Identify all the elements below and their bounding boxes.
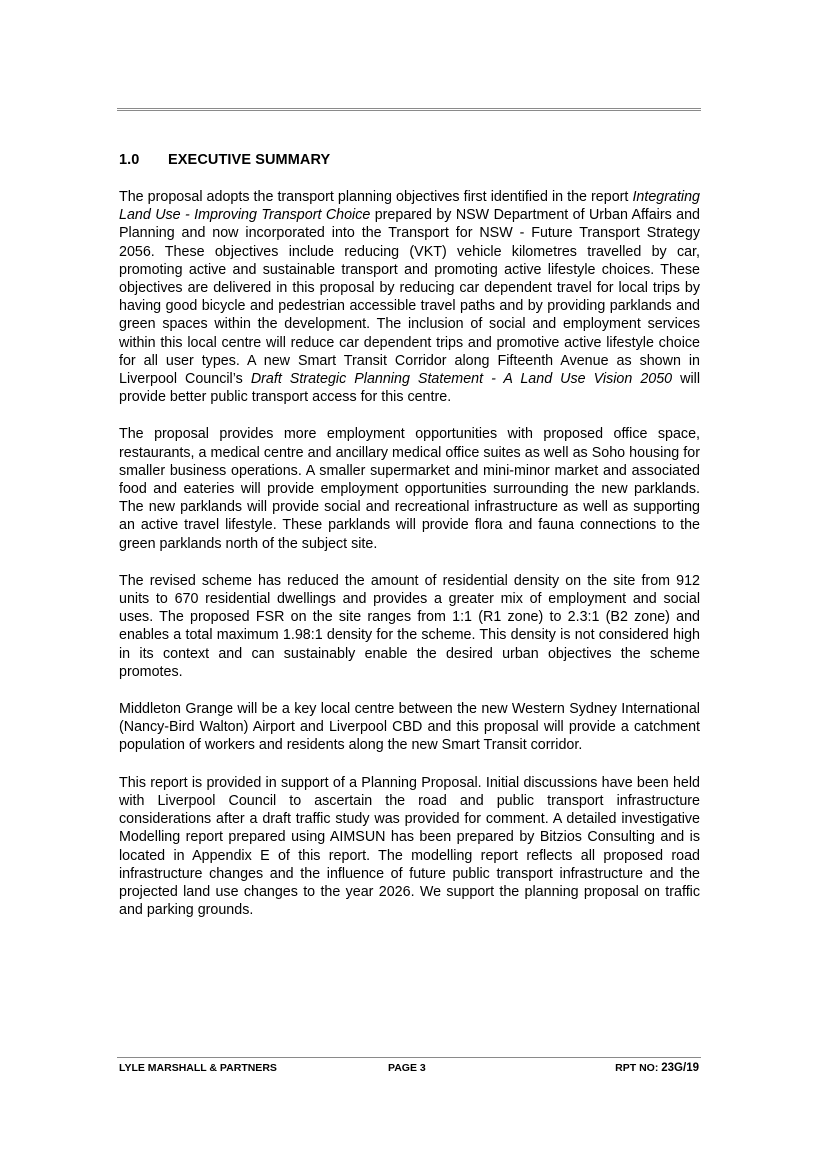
paragraph-2: The proposal provides more employment opportunities with proposed office space, restaurants, a medical centre and ancillary medical office suites as well as Soho housing for smaller business operations. A smaller supermarket and mini-minor market and associated food and eateries will provide employment opportunities surrounding the new parklands. The new parklands will provide social and recreational infrastructure as well as supporting an active travel lifestyle. These parklands will provide flora and fauna connections to the green parklands north of the subject site. xyxy=(119,426,700,552)
footer-rule xyxy=(117,1057,701,1058)
paragraph-1: The proposal adopts the transport planning objectives first identified in the report Integrating Land Use - Improving Transport Choice prepared by NSW Department of Urban Affairs and Planning and now incorporated into the Transport for NSW - Future Transport Strategy 2056. These objectives include reducing (VKT) vehicle kilometres travelled by car, promoting active and sustainable transport and promoting active lifestyle choices. These objectives are delivered in this proposal by reducing car dependent travel for local trips by having good bicycle and pedestrian accessible travel paths and by providing parklands and green spaces within the development. The inclusion of social and employment services within this local centre will reduce car dependent trips and promotive active lifestyle choice for all user types. A new Smart Transit Corridor along Fifteenth Avenue as shown in Liverpool Council’s Draft Strategic Planning Statement - A Land Use Vision 2050 will provide better public transport access for this centre. xyxy=(119,189,700,406)
footer-report-number: RPT NO: 23G/19 xyxy=(615,1062,699,1074)
paragraph-4: Middleton Grange will be a key local centre between the new Western Sydney International (Nancy-Bird Walton) Airport and Liverpool CBD and this proposal will provide a catchment population of workers and residents along the new Smart Transit corridor. xyxy=(119,701,700,754)
header-rule xyxy=(117,108,701,111)
footer-company: LYLE MARSHALL & PARTNERS xyxy=(119,1062,277,1074)
section-title: EXECUTIVE SUMMARY xyxy=(168,152,331,168)
italic-title-reference: Integrating Land Use - Improving Transport Choice xyxy=(119,189,700,224)
footer-page-number: PAGE 3 xyxy=(388,1062,426,1074)
italic-title-reference: Draft Strategic Planning Statement - A Land Use Vision 2050 xyxy=(250,371,673,388)
section-heading xyxy=(119,152,330,168)
document-body xyxy=(119,188,700,938)
paragraph-3: The revised scheme has reduced the amount of residential density on the site from 912 units to 670 residential dwellings and provides a greater mix of employment and social uses. The proposed FSR on the site ranges from 1:1 (R1 zone) to 2.3:1 (B2 zone) and enables a total maximum 1.98:1 density for the scheme. This density is not considered high in its context and can sustainably enable the desired urban objectives the scheme promotes. xyxy=(119,572,700,680)
paragraph-5: This report is provided in support of a Planning Proposal. Initial discussions have been held with Liverpool Council to ascertain the road and public transport infrastructure considerations after a draft traffic study was provided for comment. A detailed investigative Modelling report prepared using AIMSUN has been prepared by Bitzios Consulting and is located in Appendix E of this report. The modelling report reflects all proposed road infrastructure changes and the influence of future public transport infrastructure and the projected land use changes to the year 2026. We support the planning proposal on traffic and parking grounds. xyxy=(119,774,700,919)
section-number: 1.0 xyxy=(119,152,140,168)
